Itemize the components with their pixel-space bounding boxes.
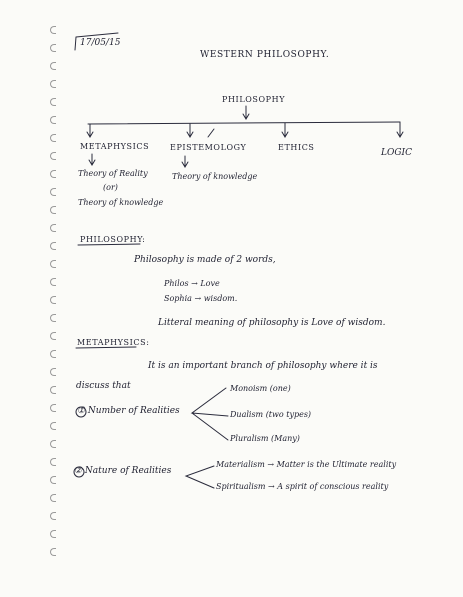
tree-root: PHILOSOPHY bbox=[222, 95, 286, 104]
point1-item: Pluralism (Many) bbox=[230, 434, 300, 443]
sub-arrow bbox=[182, 156, 188, 167]
literal-meaning: Litteral meaning of philosophy is Love of wisdom. bbox=[158, 318, 386, 328]
sub-arrow bbox=[89, 154, 95, 165]
point1-item: Monoism (one) bbox=[230, 384, 291, 393]
root-arrow bbox=[243, 106, 249, 119]
stray-mark bbox=[208, 129, 214, 137]
branch-arrow bbox=[87, 124, 93, 137]
branch-logic: LOGIC bbox=[381, 148, 412, 158]
point1-brace bbox=[192, 388, 228, 440]
branch-epistemology: EPISTEMOLOGY bbox=[170, 143, 247, 152]
note-date: 17/05/15 bbox=[80, 38, 121, 48]
metaphysics-heading: METAPHYSICS: bbox=[77, 338, 150, 347]
tree-bar bbox=[88, 122, 400, 124]
branch-arrow bbox=[187, 124, 193, 137]
point2-item: Spiritualism → A spirit of conscious reality bbox=[216, 482, 389, 491]
point2-brace bbox=[186, 466, 214, 488]
point2-label: ② Nature of Realities bbox=[74, 466, 172, 476]
note-title: WESTERN PHILOSOPHY. bbox=[200, 50, 330, 60]
philosophy-words: Philosophy is made of 2 words, bbox=[134, 255, 276, 265]
philosophy-heading-underline bbox=[78, 244, 140, 245]
branch-metaphysics: METAPHYSICS bbox=[80, 142, 150, 151]
metaphysics-sub-3: Theory of knowledge bbox=[78, 198, 164, 207]
epistemology-sub: Theory of knowledge bbox=[172, 172, 258, 181]
meta-line-2: discuss that bbox=[76, 381, 131, 391]
metaphysics-heading-underline bbox=[76, 347, 136, 348]
point2-item: Materialism → Matter is the Ultimate reality bbox=[216, 460, 397, 469]
meta-line-1: It is an important branch of philosophy where it is bbox=[148, 361, 378, 371]
branch-arrow bbox=[397, 122, 403, 137]
metaphysics-sub-2: (or) bbox=[103, 183, 118, 192]
philos-line: Philos → Love bbox=[164, 279, 220, 288]
sophia-line: Sophia → wisdom. bbox=[164, 294, 238, 303]
metaphysics-sub-1: Theory of Reality bbox=[78, 169, 148, 178]
branch-arrow bbox=[282, 123, 288, 137]
philosophy-heading: PHILOSOPHY: bbox=[80, 235, 146, 244]
point1-item: Dualism (two types) bbox=[230, 410, 312, 419]
point1-label: ① Number of Realities bbox=[77, 406, 180, 416]
branch-ethics: ETHICS bbox=[278, 143, 315, 152]
